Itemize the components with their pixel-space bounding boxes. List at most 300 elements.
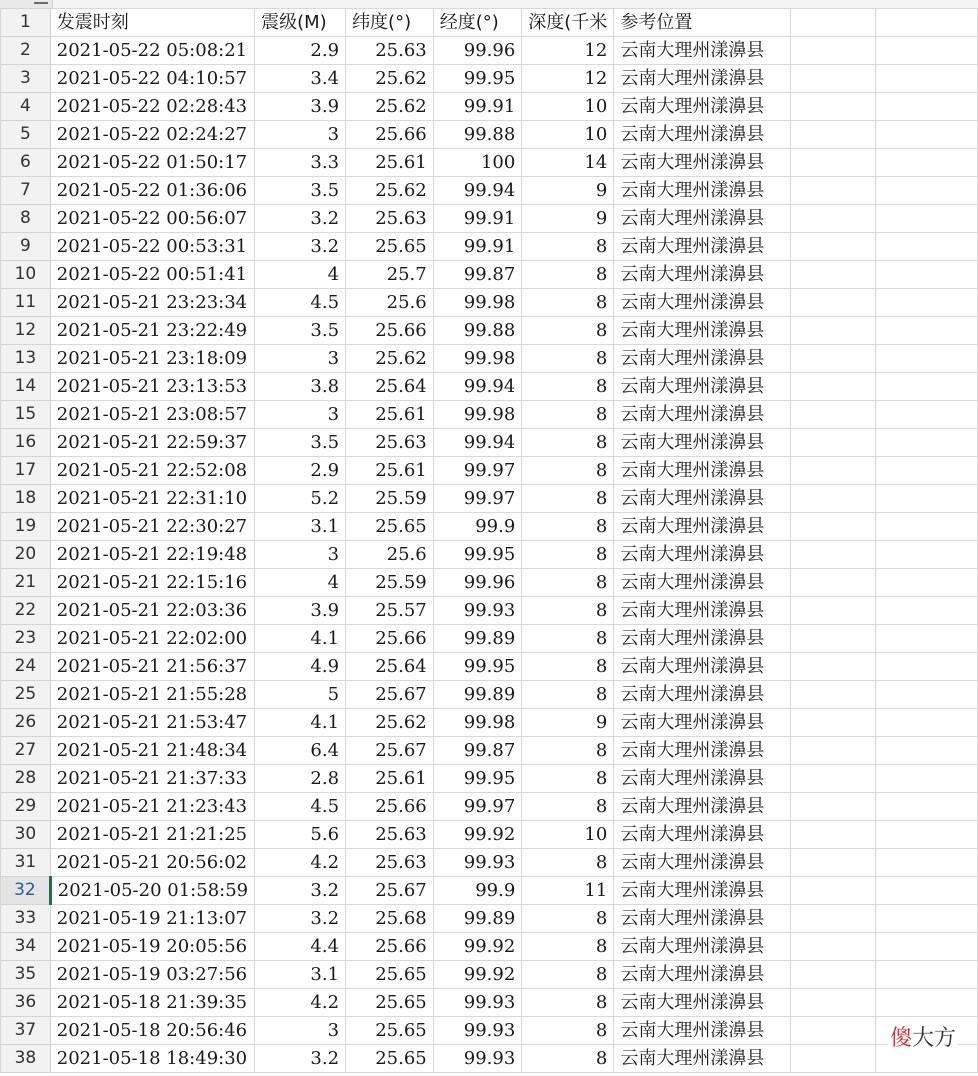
empty-cell[interactable] <box>875 905 977 933</box>
cell-latitude[interactable]: 25.62 <box>346 709 434 737</box>
cell-magnitude[interactable]: 3.5 <box>255 177 346 205</box>
cell-latitude[interactable]: 25.66 <box>346 793 434 821</box>
cell-location[interactable]: 云南大理州漾濞县 <box>614 1017 790 1045</box>
empty-cell[interactable] <box>875 261 977 289</box>
empty-cell[interactable] <box>790 485 875 513</box>
cell-location[interactable]: 云南大理州漾濞县 <box>614 37 790 65</box>
empty-cell[interactable] <box>875 849 977 877</box>
cell-longitude[interactable]: 99.93 <box>433 597 522 625</box>
empty-cell[interactable] <box>875 121 977 149</box>
cell-magnitude[interactable]: 3.2 <box>255 1045 346 1073</box>
empty-cell[interactable] <box>790 457 875 485</box>
cell-longitude[interactable]: 100 <box>433 149 522 177</box>
cell-magnitude[interactable]: 3.9 <box>255 93 346 121</box>
empty-cell[interactable] <box>875 541 977 569</box>
cell-depth[interactable]: 9 <box>522 177 614 205</box>
row-header[interactable]: 23 <box>1 625 51 653</box>
empty-cell[interactable] <box>790 597 875 625</box>
cell-latitude[interactable]: 25.63 <box>346 37 434 65</box>
cell-longitude[interactable]: 99.95 <box>433 765 522 793</box>
empty-cell[interactable] <box>790 1045 875 1073</box>
cell-longitude[interactable]: 99.95 <box>433 653 522 681</box>
cell-depth[interactable]: 8 <box>522 261 614 289</box>
cell-depth[interactable]: 8 <box>522 961 614 989</box>
cell-latitude[interactable]: 25.63 <box>346 429 434 457</box>
cell-latitude[interactable]: 25.65 <box>346 989 434 1017</box>
cell-time[interactable]: 2021-05-21 23:08:57 <box>50 401 254 429</box>
cell-latitude[interactable]: 25.66 <box>346 121 434 149</box>
cell-latitude[interactable]: 25.65 <box>346 513 434 541</box>
cell-time[interactable]: 2021-05-21 21:21:25 <box>50 821 254 849</box>
cell-longitude[interactable]: 99.92 <box>433 933 522 961</box>
empty-cell[interactable] <box>875 65 977 93</box>
row-header[interactable]: 17 <box>1 457 51 485</box>
empty-cell[interactable] <box>790 233 875 261</box>
cell-longitude[interactable]: 99.95 <box>433 65 522 93</box>
cell-longitude[interactable]: 99.95 <box>433 541 522 569</box>
cell-latitude[interactable]: 25.61 <box>346 149 434 177</box>
empty-cell[interactable] <box>790 401 875 429</box>
cell-longitude[interactable]: 99.97 <box>433 793 522 821</box>
cell-time[interactable]: 2021-05-21 21:37:33 <box>50 765 254 793</box>
cell-magnitude[interactable]: 3.5 <box>255 317 346 345</box>
empty-cell[interactable] <box>790 653 875 681</box>
empty-cell[interactable] <box>790 9 875 37</box>
empty-cell[interactable] <box>790 625 875 653</box>
cell-location[interactable]: 云南大理州漾濞县 <box>614 65 790 93</box>
cell-time[interactable]: 2021-05-21 22:02:00 <box>50 625 254 653</box>
cell-location[interactable]: 云南大理州漾濞县 <box>614 317 790 345</box>
cell-longitude[interactable]: 99.92 <box>433 961 522 989</box>
empty-cell[interactable] <box>790 373 875 401</box>
row-header[interactable]: 30 <box>1 821 51 849</box>
cell-time[interactable]: 2021-05-21 23:22:49 <box>50 317 254 345</box>
row-header[interactable]: 1 <box>1 9 51 37</box>
cell-depth[interactable]: 11 <box>522 877 614 905</box>
cell-latitude[interactable]: 25.61 <box>346 457 434 485</box>
cell-time[interactable]: 2021-05-21 22:52:08 <box>50 457 254 485</box>
empty-cell[interactable] <box>790 681 875 709</box>
cell-longitude[interactable]: 99.91 <box>433 233 522 261</box>
row-header[interactable]: 8 <box>1 205 51 233</box>
cell-depth[interactable]: 8 <box>522 681 614 709</box>
cell-time[interactable]: 2021-05-22 01:36:06 <box>50 177 254 205</box>
cell-location[interactable]: 云南大理州漾濞县 <box>614 205 790 233</box>
cell-location[interactable]: 云南大理州漾濞县 <box>614 233 790 261</box>
empty-cell[interactable] <box>875 709 977 737</box>
cell-magnitude[interactable]: 3.2 <box>255 205 346 233</box>
empty-cell[interactable] <box>790 205 875 233</box>
empty-cell[interactable] <box>790 261 875 289</box>
empty-cell[interactable] <box>790 905 875 933</box>
cell-time[interactable]: 2021-05-22 02:28:43 <box>50 93 254 121</box>
cell-latitude[interactable]: 25.62 <box>346 177 434 205</box>
row-header[interactable]: 16 <box>1 429 51 457</box>
cell-time[interactable]: 2021-05-21 21:23:43 <box>50 793 254 821</box>
cell-longitude[interactable]: 99.98 <box>433 401 522 429</box>
cell-longitude[interactable]: 99.94 <box>433 177 522 205</box>
cell-magnitude[interactable]: 3.8 <box>255 373 346 401</box>
empty-cell[interactable] <box>790 289 875 317</box>
cell-time[interactable]: 2021-05-19 20:05:56 <box>50 933 254 961</box>
cell-depth[interactable]: 8 <box>522 513 614 541</box>
cell-longitude[interactable]: 99.96 <box>433 569 522 597</box>
cell-location[interactable]: 云南大理州漾濞县 <box>614 149 790 177</box>
cell-magnitude[interactable]: 4.9 <box>255 653 346 681</box>
cell-magnitude[interactable]: 2.9 <box>255 37 346 65</box>
empty-cell[interactable] <box>790 849 875 877</box>
cell-latitude[interactable]: 25.62 <box>346 93 434 121</box>
cell-magnitude[interactable]: 4.2 <box>255 989 346 1017</box>
row-header[interactable]: 13 <box>1 345 51 373</box>
row-header[interactable]: 27 <box>1 737 51 765</box>
cell-time[interactable]: 2021-05-22 00:56:07 <box>50 205 254 233</box>
empty-cell[interactable] <box>790 513 875 541</box>
row-header[interactable]: 26 <box>1 709 51 737</box>
cell-latitude[interactable]: 25.64 <box>346 653 434 681</box>
empty-cell[interactable] <box>875 597 977 625</box>
cell-magnitude[interactable]: 6.4 <box>255 737 346 765</box>
cell-time[interactable]: 2021-05-21 22:59:37 <box>50 429 254 457</box>
cell-location[interactable]: 云南大理州漾濞县 <box>614 877 790 905</box>
cell-location[interactable]: 云南大理州漾濞县 <box>614 1045 790 1073</box>
cell-depth[interactable]: 10 <box>522 821 614 849</box>
cell-time[interactable]: 2021-05-19 21:13:07 <box>50 905 254 933</box>
empty-cell[interactable] <box>875 317 977 345</box>
cell-time[interactable]: 2021-05-21 23:18:09 <box>50 345 254 373</box>
column-title-depth[interactable]: 深度(千米 <box>522 9 614 37</box>
column-title-location[interactable]: 参考位置 <box>614 9 790 37</box>
cell-time[interactable]: 2021-05-22 00:53:31 <box>50 233 254 261</box>
empty-cell[interactable] <box>790 37 875 65</box>
cell-depth[interactable]: 8 <box>522 569 614 597</box>
empty-cell[interactable] <box>875 289 977 317</box>
cell-latitude[interactable]: 25.66 <box>346 625 434 653</box>
empty-cell[interactable] <box>875 933 977 961</box>
row-header[interactable]: 11 <box>1 289 51 317</box>
row-header[interactable]: 20 <box>1 541 51 569</box>
cell-depth[interactable]: 8 <box>522 597 614 625</box>
cell-location[interactable]: 云南大理州漾濞县 <box>614 345 790 373</box>
cell-time[interactable]: 2021-05-21 22:19:48 <box>50 541 254 569</box>
empty-cell[interactable] <box>875 345 977 373</box>
cell-depth[interactable]: 8 <box>522 289 614 317</box>
cell-magnitude[interactable]: 5.2 <box>255 485 346 513</box>
empty-cell[interactable] <box>875 569 977 597</box>
cell-depth[interactable]: 8 <box>522 625 614 653</box>
cell-depth[interactable]: 8 <box>522 933 614 961</box>
cell-location[interactable]: 云南大理州漾濞县 <box>614 961 790 989</box>
cell-latitude[interactable]: 25.66 <box>346 933 434 961</box>
row-header[interactable]: 12 <box>1 317 51 345</box>
cell-time[interactable]: 2021-05-21 23:13:53 <box>50 373 254 401</box>
cell-depth[interactable]: 8 <box>522 905 614 933</box>
cell-depth[interactable]: 8 <box>522 457 614 485</box>
row-header[interactable]: 22 <box>1 597 51 625</box>
cell-latitude[interactable]: 25.67 <box>346 737 434 765</box>
column-title-latitude[interactable]: 纬度(°) <box>346 9 434 37</box>
cell-time[interactable]: 2021-05-18 18:49:30 <box>50 1045 254 1073</box>
cell-magnitude[interactable]: 2.8 <box>255 765 346 793</box>
cell-location[interactable]: 云南大理州漾濞县 <box>614 373 790 401</box>
cell-longitude[interactable]: 99.87 <box>433 737 522 765</box>
empty-cell[interactable] <box>875 93 977 121</box>
cell-magnitude[interactable]: 3.2 <box>255 905 346 933</box>
cell-magnitude[interactable]: 3 <box>255 345 346 373</box>
empty-cell[interactable] <box>790 961 875 989</box>
cell-depth[interactable]: 8 <box>522 849 614 877</box>
empty-cell[interactable] <box>790 149 875 177</box>
cell-time[interactable]: 2021-05-22 02:24:27 <box>50 121 254 149</box>
cell-latitude[interactable]: 25.65 <box>346 1017 434 1045</box>
row-header[interactable]: 33 <box>1 905 51 933</box>
empty-cell[interactable] <box>790 765 875 793</box>
cell-time[interactable]: 2021-05-21 22:30:27 <box>50 513 254 541</box>
cell-depth[interactable]: 8 <box>522 1045 614 1073</box>
cell-longitude[interactable]: 99.93 <box>433 989 522 1017</box>
cell-location[interactable]: 云南大理州漾濞县 <box>614 765 790 793</box>
cell-location[interactable]: 云南大理州漾濞县 <box>614 737 790 765</box>
empty-cell[interactable] <box>875 485 977 513</box>
cell-depth[interactable]: 8 <box>522 429 614 457</box>
row-header[interactable]: 15 <box>1 401 51 429</box>
cell-latitude[interactable]: 25.59 <box>346 569 434 597</box>
cell-magnitude[interactable]: 3 <box>255 1017 346 1045</box>
empty-cell[interactable] <box>875 961 977 989</box>
cell-magnitude[interactable]: 4.5 <box>255 289 346 317</box>
cell-magnitude[interactable]: 3.4 <box>255 65 346 93</box>
cell-longitude[interactable]: 99.98 <box>433 345 522 373</box>
empty-cell[interactable] <box>875 457 977 485</box>
cell-magnitude[interactable]: 3 <box>255 401 346 429</box>
empty-cell[interactable] <box>875 737 977 765</box>
cell-location[interactable]: 云南大理州漾濞县 <box>614 93 790 121</box>
cell-longitude[interactable]: 99.94 <box>433 429 522 457</box>
cell-longitude[interactable]: 99.92 <box>433 821 522 849</box>
cell-latitude[interactable]: 25.66 <box>346 317 434 345</box>
cell-location[interactable]: 云南大理州漾濞县 <box>614 905 790 933</box>
cell-longitude[interactable]: 99.88 <box>433 317 522 345</box>
cell-depth[interactable]: 10 <box>522 93 614 121</box>
row-header[interactable]: 31 <box>1 849 51 877</box>
empty-cell[interactable] <box>790 121 875 149</box>
cell-magnitude[interactable]: 3.2 <box>255 877 346 905</box>
cell-location[interactable]: 云南大理州漾濞县 <box>614 121 790 149</box>
cell-magnitude[interactable]: 3.9 <box>255 597 346 625</box>
cell-magnitude[interactable]: 5.6 <box>255 821 346 849</box>
empty-cell[interactable] <box>875 205 977 233</box>
cell-time[interactable]: 2021-05-18 20:56:46 <box>50 1017 254 1045</box>
cell-longitude[interactable]: 99.97 <box>433 485 522 513</box>
cell-latitude[interactable]: 25.7 <box>346 261 434 289</box>
cell-latitude[interactable]: 25.63 <box>346 849 434 877</box>
cell-latitude[interactable]: 25.67 <box>346 877 434 905</box>
cell-depth[interactable]: 9 <box>522 205 614 233</box>
cell-location[interactable]: 云南大理州漾濞县 <box>614 569 790 597</box>
empty-cell[interactable] <box>875 149 977 177</box>
cell-latitude[interactable]: 25.65 <box>346 233 434 261</box>
empty-cell[interactable] <box>790 933 875 961</box>
empty-cell[interactable] <box>790 317 875 345</box>
cell-magnitude[interactable]: 4.1 <box>255 625 346 653</box>
cell-location[interactable]: 云南大理州漾濞县 <box>614 513 790 541</box>
cell-magnitude[interactable]: 3.5 <box>255 429 346 457</box>
cell-latitude[interactable]: 25.61 <box>346 765 434 793</box>
cell-longitude[interactable]: 99.89 <box>433 625 522 653</box>
cell-longitude[interactable]: 99.87 <box>433 261 522 289</box>
row-header[interactable]: 29 <box>1 793 51 821</box>
row-header[interactable]: 5 <box>1 121 51 149</box>
cell-location[interactable]: 云南大理州漾濞县 <box>614 821 790 849</box>
cell-depth[interactable]: 8 <box>522 317 614 345</box>
cell-time[interactable]: 2021-05-18 21:39:35 <box>50 989 254 1017</box>
cell-latitude[interactable]: 25.6 <box>346 541 434 569</box>
cell-magnitude[interactable]: 3.3 <box>255 149 346 177</box>
cell-latitude[interactable]: 25.62 <box>346 345 434 373</box>
cell-depth[interactable]: 8 <box>522 485 614 513</box>
cell-magnitude[interactable]: 3 <box>255 121 346 149</box>
cell-depth[interactable]: 8 <box>522 765 614 793</box>
row-header[interactable]: 25 <box>1 681 51 709</box>
empty-cell[interactable] <box>875 821 977 849</box>
cell-magnitude[interactable]: 3.1 <box>255 961 346 989</box>
cell-longitude[interactable]: 99.94 <box>433 373 522 401</box>
empty-cell[interactable] <box>875 793 977 821</box>
row-header[interactable]: 14 <box>1 373 51 401</box>
cell-time[interactable]: 2021-05-21 21:55:28 <box>50 681 254 709</box>
empty-cell[interactable] <box>875 625 977 653</box>
cell-longitude[interactable]: 99.89 <box>433 681 522 709</box>
empty-cell[interactable] <box>875 429 977 457</box>
empty-cell[interactable] <box>790 877 875 905</box>
empty-cell[interactable] <box>875 877 977 905</box>
empty-cell[interactable] <box>790 569 875 597</box>
empty-cell[interactable] <box>875 765 977 793</box>
empty-cell[interactable] <box>790 65 875 93</box>
cell-time[interactable]: 2021-05-21 23:23:34 <box>50 289 254 317</box>
cell-longitude[interactable]: 99.98 <box>433 709 522 737</box>
row-header[interactable]: 6 <box>1 149 51 177</box>
empty-cell[interactable] <box>875 653 977 681</box>
empty-cell[interactable] <box>875 9 977 37</box>
empty-cell[interactable] <box>790 429 875 457</box>
empty-cell[interactable] <box>790 345 875 373</box>
cell-location[interactable]: 云南大理州漾濞县 <box>614 429 790 457</box>
row-header[interactable]: 19 <box>1 513 51 541</box>
cell-time[interactable]: 2021-05-21 20:56:02 <box>50 849 254 877</box>
cell-magnitude[interactable]: 4.5 <box>255 793 346 821</box>
row-header[interactable]: 18 <box>1 485 51 513</box>
cell-location[interactable]: 云南大理州漾濞县 <box>614 485 790 513</box>
cell-magnitude[interactable]: 4.4 <box>255 933 346 961</box>
empty-cell[interactable] <box>790 93 875 121</box>
cell-longitude[interactable]: 99.97 <box>433 457 522 485</box>
cell-depth[interactable]: 8 <box>522 401 614 429</box>
cell-location[interactable]: 云南大理州漾濞县 <box>614 989 790 1017</box>
cell-magnitude[interactable]: 4 <box>255 569 346 597</box>
cell-time[interactable]: 2021-05-22 04:10:57 <box>50 65 254 93</box>
row-header[interactable]: 21 <box>1 569 51 597</box>
empty-cell[interactable] <box>790 737 875 765</box>
cell-latitude[interactable]: 25.59 <box>346 485 434 513</box>
row-header[interactable]: 28 <box>1 765 51 793</box>
row-header[interactable]: 32 <box>1 877 51 905</box>
cell-magnitude[interactable]: 3 <box>255 541 346 569</box>
cell-time[interactable]: 2021-05-22 00:51:41 <box>50 261 254 289</box>
empty-cell[interactable] <box>790 541 875 569</box>
cell-location[interactable]: 云南大理州漾濞县 <box>614 625 790 653</box>
cell-magnitude[interactable]: 4.1 <box>255 709 346 737</box>
column-title-time[interactable]: 发震时刻 <box>50 9 254 37</box>
cell-longitude[interactable]: 99.88 <box>433 121 522 149</box>
empty-cell[interactable] <box>875 373 977 401</box>
empty-cell[interactable] <box>875 233 977 261</box>
cell-depth[interactable]: 8 <box>522 345 614 373</box>
cell-location[interactable]: 云南大理州漾濞县 <box>614 793 790 821</box>
cell-magnitude[interactable]: 2.9 <box>255 457 346 485</box>
cell-depth[interactable]: 8 <box>522 793 614 821</box>
row-header[interactable]: 38 <box>1 1045 51 1073</box>
cell-location[interactable]: 云南大理州漾濞县 <box>614 261 790 289</box>
cell-depth[interactable]: 14 <box>522 149 614 177</box>
cell-longitude[interactable]: 99.93 <box>433 1045 522 1073</box>
empty-cell[interactable] <box>875 989 977 1017</box>
cell-depth[interactable]: 12 <box>522 37 614 65</box>
cell-latitude[interactable]: 25.61 <box>346 401 434 429</box>
cell-depth[interactable]: 8 <box>522 737 614 765</box>
empty-cell[interactable] <box>790 793 875 821</box>
cell-time[interactable]: 2021-05-22 05:08:21 <box>50 37 254 65</box>
cell-longitude[interactable]: 99.91 <box>433 205 522 233</box>
cell-latitude[interactable]: 25.65 <box>346 961 434 989</box>
cell-magnitude[interactable]: 4.2 <box>255 849 346 877</box>
cell-magnitude[interactable]: 4 <box>255 261 346 289</box>
row-header[interactable]: 37 <box>1 1017 51 1045</box>
row-header[interactable]: 3 <box>1 65 51 93</box>
empty-cell[interactable] <box>875 37 977 65</box>
empty-cell[interactable] <box>790 177 875 205</box>
cell-location[interactable]: 云南大理州漾濞县 <box>614 541 790 569</box>
cell-magnitude[interactable]: 5 <box>255 681 346 709</box>
column-title-magnitude[interactable]: 震级(M) <box>255 9 346 37</box>
empty-cell[interactable] <box>790 1017 875 1045</box>
empty-cell[interactable] <box>875 401 977 429</box>
cell-longitude[interactable]: 99.89 <box>433 905 522 933</box>
cell-location[interactable]: 云南大理州漾濞县 <box>614 597 790 625</box>
empty-cell[interactable] <box>790 989 875 1017</box>
column-title-longitude[interactable]: 经度(°) <box>433 9 522 37</box>
cell-location[interactable]: 云南大理州漾濞县 <box>614 681 790 709</box>
cell-time[interactable]: 2021-05-21 22:03:36 <box>50 597 254 625</box>
cell-latitude[interactable]: 25.65 <box>346 1045 434 1073</box>
empty-cell[interactable] <box>790 709 875 737</box>
cell-time[interactable]: 2021-05-19 03:27:56 <box>50 961 254 989</box>
cell-time[interactable]: 2021-05-22 01:50:17 <box>50 149 254 177</box>
cell-latitude[interactable]: 25.6 <box>346 289 434 317</box>
row-header[interactable]: 36 <box>1 989 51 1017</box>
cell-depth[interactable]: 8 <box>522 989 614 1017</box>
cell-location[interactable]: 云南大理州漾濞县 <box>614 289 790 317</box>
cell-depth[interactable]: 8 <box>522 373 614 401</box>
cell-location[interactable]: 云南大理州漾濞县 <box>614 709 790 737</box>
cell-latitude[interactable]: 25.67 <box>346 681 434 709</box>
empty-cell[interactable] <box>875 513 977 541</box>
cell-longitude[interactable]: 99.9 <box>433 877 522 905</box>
row-header[interactable]: 10 <box>1 261 51 289</box>
cell-depth[interactable]: 12 <box>522 65 614 93</box>
row-header[interactable]: 4 <box>1 93 51 121</box>
cell-depth[interactable]: 8 <box>522 1017 614 1045</box>
